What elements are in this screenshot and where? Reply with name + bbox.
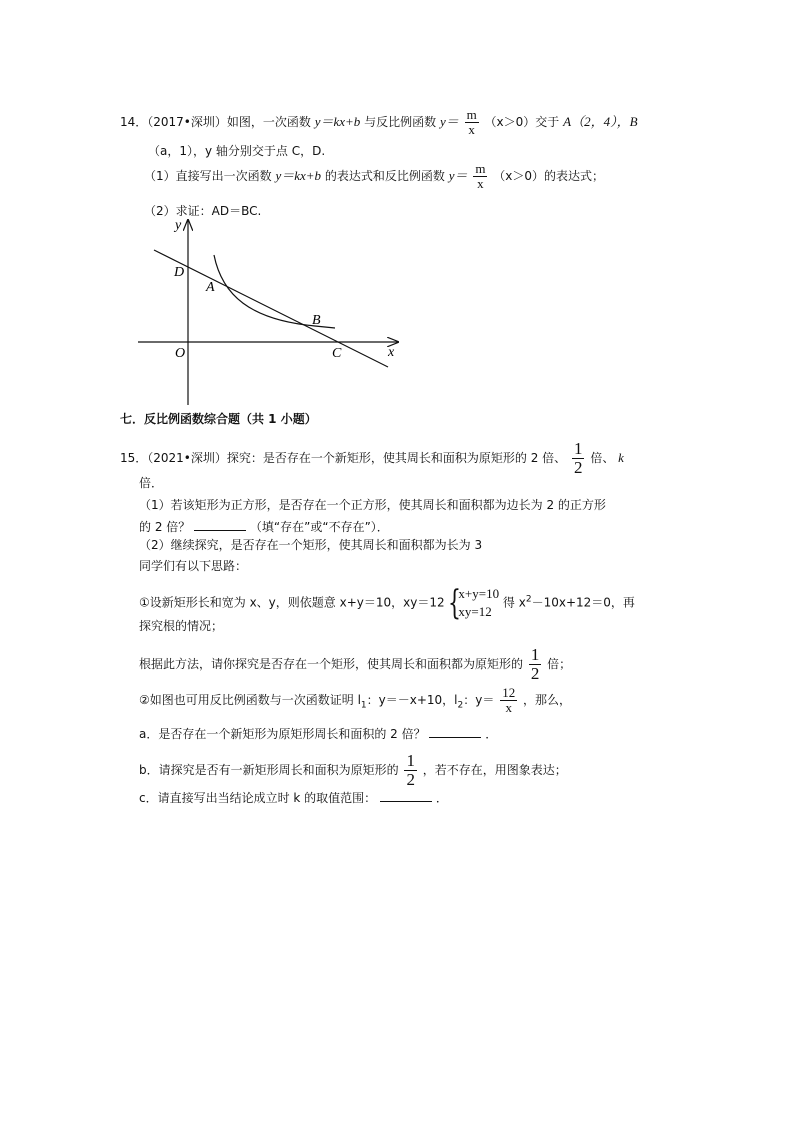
q15-line-8 — [139, 618, 223, 634]
inverse-function-lhs: y＝ — [439, 114, 459, 129]
q14-line-1 — [120, 108, 638, 137]
q15-idea2-l2: ：y＝ — [463, 693, 495, 707]
q15-idea1-get: 得 x — [502, 595, 526, 610]
q15-line-a — [139, 725, 497, 742]
q14-part1-mid: 的表达式和反比例函数 — [324, 169, 445, 183]
fraction-numerator: 12 — [502, 685, 516, 700]
fraction-one-half — [572, 440, 585, 477]
brace-icon: { — [448, 583, 462, 623]
q15-line-9 — [139, 646, 571, 683]
q15-method: 根据此方法，请你探究是否存在一个矩形，使其周长和面积都为原矩形的 — [139, 657, 524, 671]
fraction-numerator: 1 — [530, 645, 540, 664]
label-A: A — [206, 280, 215, 295]
subscript-1: 1 — [360, 700, 367, 711]
equation-system — [448, 585, 499, 621]
fraction-denominator: 2 — [573, 458, 583, 477]
q14-part1-linear: y＝kx+b — [275, 168, 322, 183]
q15-idea1-roots: 探究根的情况； — [139, 619, 224, 633]
q15-line-5 — [139, 537, 482, 553]
q15-b-end: ，若不存在，用图象表达； — [422, 763, 567, 777]
fraction-numerator: m — [466, 107, 477, 122]
q15-c-end: ． — [435, 791, 448, 805]
q14-part1-start: （1）直接写出一次函数 — [144, 169, 272, 183]
q15-a-text: a．是否存在一个新矩形为原矩形周长和面积的 2 倍？ — [139, 727, 426, 741]
fraction-one-half-3 — [404, 752, 417, 789]
q15-line-4 — [139, 518, 389, 535]
q15-ideas: 同学们有以下思路： — [139, 559, 248, 573]
q15-line-6 — [139, 558, 247, 574]
label-O: O — [175, 346, 186, 361]
q15-part1-cont: 的 2 倍？ — [139, 520, 191, 534]
q15-idea2-end: ，那么， — [523, 693, 572, 707]
q14-stem-mid: 与反比例函数 — [364, 115, 437, 129]
q15-line-3 — [139, 497, 606, 513]
system-row-1: x+y=10 — [458, 586, 500, 601]
linear-function-expr: y＝kx+b — [314, 114, 361, 129]
q14-line-3 — [144, 162, 604, 191]
q15-part1: （1）若该矩形为正方形，是否存在一个正方形，使其周长和面积都为边长为 2 的正方形 — [139, 498, 606, 512]
fraction-numerator: 1 — [406, 751, 415, 770]
fraction-denominator: x — [477, 176, 484, 191]
q15-c-text: c．请直接写出当结论成立时 k 的取值范围： — [139, 791, 377, 805]
q15-stem-times: 倍、 — [590, 451, 615, 465]
q14-part1-end: （x＞0）的表达式； — [493, 169, 605, 183]
answer-blank-1[interactable] — [194, 518, 246, 531]
label-B: B — [312, 313, 321, 328]
q14-points: A（2，4），B — [563, 114, 638, 129]
q14-line-2 — [148, 143, 325, 159]
q15-part2: （2）继续探究，是否存在一个矩形，使其周长和面积都为长为 3 — [139, 538, 483, 552]
q15-k: k — [618, 450, 624, 465]
fraction-denominator: 2 — [406, 770, 415, 789]
section-title: 七．反比例函数综合题（共 1 小题） — [120, 412, 317, 426]
exponent: 2 — [525, 594, 532, 605]
q15-line-1 — [120, 440, 624, 477]
q15-line-2 — [139, 475, 163, 491]
q15-line-c — [139, 789, 448, 806]
subscript-2: 2 — [457, 700, 464, 711]
answer-blank-2[interactable] — [429, 725, 481, 738]
q15-line-7 — [139, 585, 635, 621]
q15-part1-hint: （填“存在”或“不存在”）． — [249, 520, 389, 534]
q15-idea2-l1: ：y＝－x+10，l — [366, 693, 458, 707]
q15-a-end: ． — [485, 727, 498, 741]
fraction-numerator: 1 — [573, 439, 583, 458]
label-C: C — [332, 346, 342, 361]
fraction-numerator: m — [475, 161, 486, 176]
fraction-m-over-x — [465, 108, 479, 137]
fraction-one-half-2 — [529, 646, 542, 683]
q15-idea1-end: －10x+12＝0，再 — [531, 595, 635, 610]
fraction-denominator: x — [505, 700, 512, 715]
q14-domain: （x＞0）交于 — [484, 115, 560, 129]
fraction-12-over-x — [500, 686, 517, 715]
fraction-m-over-x-2 — [473, 162, 487, 191]
q14-part2: （2）求证：AD＝BC. — [144, 204, 262, 218]
q15-b-text: b．请探究是否有一新矩形周长和面积为原矩形的 — [139, 763, 399, 777]
q15-idea1-start: ①设新矩形长和宽为 x、y，则依题意 x+y＝10，xy＝12 — [139, 595, 445, 610]
system-row-2: xy=12 — [458, 604, 492, 619]
q15-stem-start: 15．（2021•深圳）探究：是否存在一个新矩形，使其周长和面积为原矩形的 2 倍、 — [120, 451, 567, 465]
label-y: y — [175, 218, 182, 233]
q14-stem-start: 14．（2017•深圳）如图，一次函数 — [120, 115, 311, 129]
label-x: x — [388, 345, 395, 360]
answer-blank-3[interactable] — [380, 789, 432, 802]
q15-line-10 — [139, 686, 571, 715]
label-D: D — [174, 265, 185, 280]
q15-line-b — [139, 752, 567, 789]
q14-part1-inverse-lhs: y＝ — [448, 168, 468, 183]
q15-stem-end: 倍． — [139, 476, 164, 490]
linear-function-line — [154, 250, 388, 367]
q15-idea2-start: ②如图也可用反比例函数与一次函数证明 l — [139, 693, 361, 707]
q14-stem-end: （a，1），y 轴分别交于点 C，D. — [148, 144, 326, 158]
q14-graph — [130, 215, 410, 410]
q15-method-end: 倍； — [547, 657, 572, 671]
fraction-denominator: 2 — [530, 664, 540, 683]
fraction-denominator: x — [468, 122, 475, 137]
